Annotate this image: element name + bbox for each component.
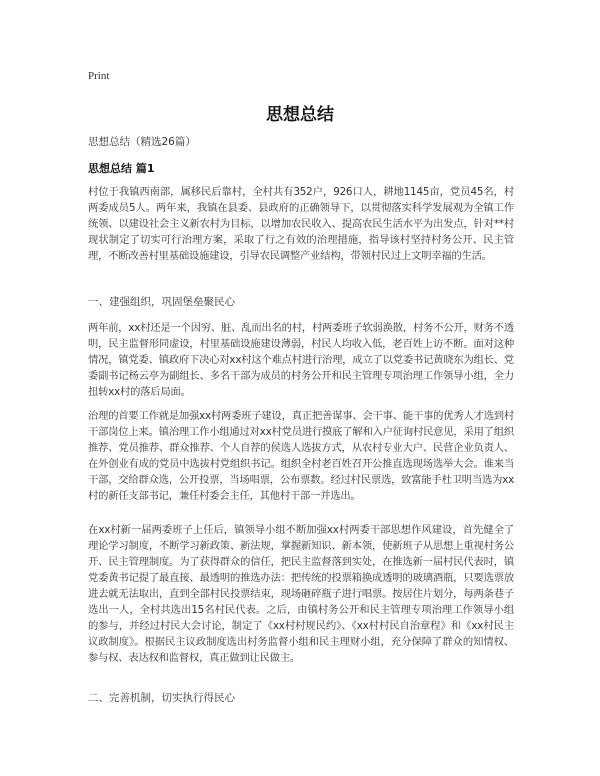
- document-subtitle: 思想总结（精选26篇）: [88, 136, 196, 148]
- page-title: 思想总结: [266, 105, 334, 125]
- heading-part-two: 二、完善机制，切实执行得民心: [88, 692, 235, 704]
- heading-part-one: 一、建强组织，巩固堡垒聚民心: [88, 296, 235, 308]
- paragraph-supervision: 在xx村新一届两委班子上任后，镇领导小组不断加强xx村两委干部思想作风建设，首先健全了理论学习制度，不断学习新政策、新法规，掌握新知识、新本领，使新班子从思想上重视村务公开、民主管理制度。为了获得群众的信任，把民主监督落到实处，在推选新一届村民代表时，镇党委黄书记提了最直接、最透明的推选办法：把传统的投票箱换成透明的玻璃酒瓶，只要选票放进去就无法取出，直到全部村民投票结束，现场砸碎瓶子进行唱票。按居住片划分，每两条巷子选出一人，全村共选出15名村民代表。之后，由镇村务公开和民主管理专项治理工作领导小组的参与，并经过村民大会讨论，制定了《xx村村规民约》、《xx村村民自治章程》和《xx村民主议政制度》。根据民主议政制度选出村务监督小组和民主理财小组，充分保障了群众的知情权、参与权、表达权和监督权，真正做到让民做主。: [88, 524, 514, 664]
- paragraph-background: 两年前，xx村还是一个因穷、脏、乱而出名的村，村两委班子软弱涣散，村务不公开，财务不透明，民主监督形同虚设，村里基础设施建设薄弱，村民人均收入低，老百姓上访不断。面对这种情况，镇党委、镇政府下决心对xx村这个难点村进行治理，成立了以党委书记黄晓东为组长、党委副书记杨云亭为副组长、多名干部为成员的村务公开和民主管理专项治理工作领导小组，全力扭转xx村的落后局面。: [88, 322, 514, 398]
- paragraph-intro: 村位于我镇西南部，属移民后靠村，全村共有352户，926口人，耕地1145亩，党员45名，村两委成员5人。两年来，我镇在县委、县政府的正确领导下，以贯彻落实科学发展观为全镇工作统领、以建设社会主义新农村为目标，以增加农民收入、提高农民生活水平为出发点，针对**村现状制定了切实可行治理方案，采取了行之有效的治理措施，指导该村坚持村务公开、民主管理，不断改善村里基础设施建设，引导农民调整产业结构，带领村民过上文明幸福的生活。: [88, 186, 514, 262]
- section-heading: 思想总结 篇1: [88, 162, 155, 175]
- paragraph-team-building: 治理的首要工作就是加强xx村两委班子建设，真正把善谋事、会干事、能干事的优秀人才选到村干部岗位上来。镇治理工作小组通过对xx村党员进行摸底了解和入户征询村民意见，采用了组织推荐、党员推荐、群众推荐、个人自荐的侯选人选拔方式，从农村专业大户、民营企业负责人、在外创业有成的党员中选拔村党组织书记。组织全村老百姓召开公推直选现场选举大会。谁来当干部，交给群众选，公开投票，当场唱票，公布票数。经过村民票选，致富能手杜卫明当选为xx村的新任支部书记，兼任村委会主任，其他村干部一并选出。: [88, 410, 514, 502]
- print-label: Print: [88, 70, 110, 82]
